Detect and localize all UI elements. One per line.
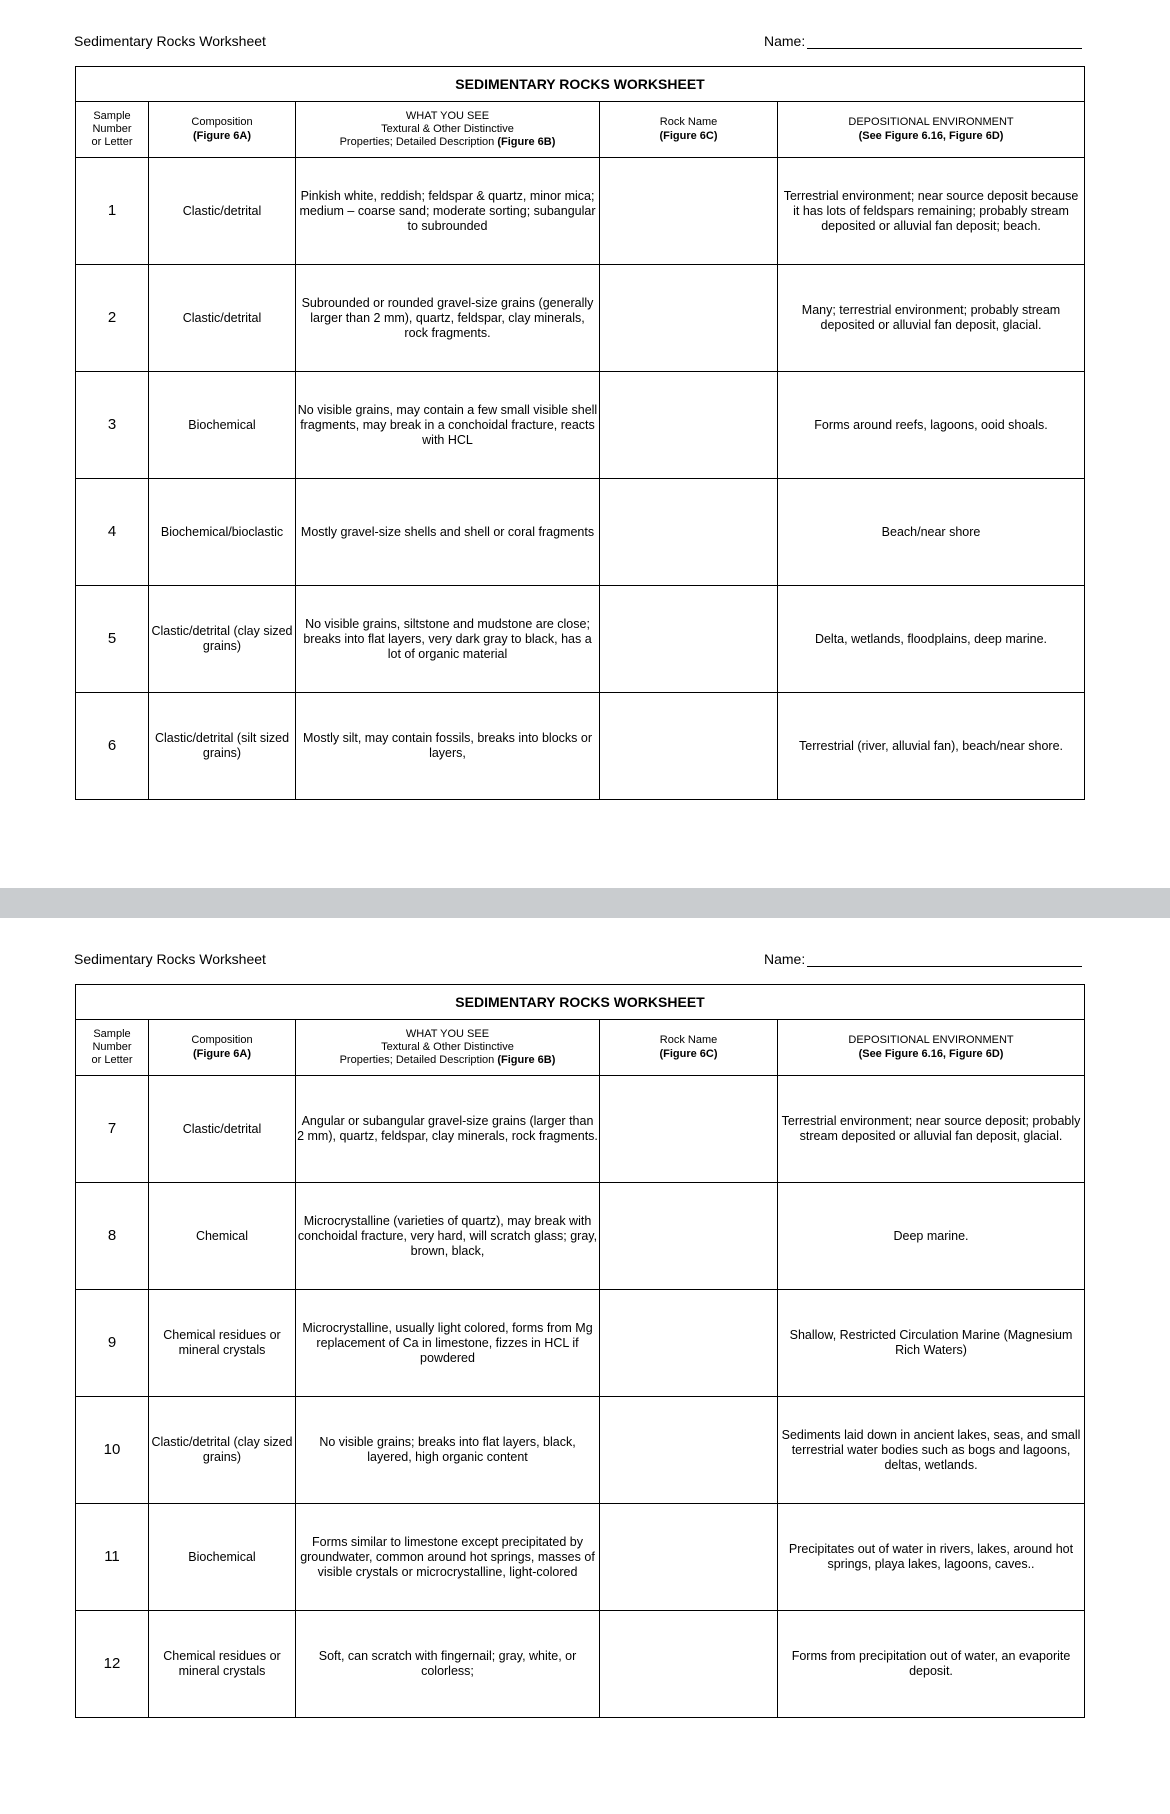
sample-number: 8 — [76, 1183, 149, 1290]
rock-name-cell[interactable] — [600, 1076, 778, 1183]
sample-number: 10 — [76, 1397, 149, 1504]
table-row — [76, 586, 1085, 693]
sample-number: 1 — [76, 158, 149, 265]
rock-name-cell[interactable] — [600, 693, 778, 800]
description-cell: Angular or subangular gravel-size grains (larger than 2 mm), quartz, feldspar, clay minerals, rock fragments. — [296, 1076, 600, 1183]
header-sample: Sample Number or Letter — [76, 102, 149, 158]
table-row — [76, 693, 1085, 800]
table-row — [76, 372, 1085, 479]
environment-cell: Terrestrial environment; near source deposit; probably stream deposited or alluvial fan deposit, glacial. — [778, 1076, 1085, 1183]
header-rock-name: Rock Name (Figure 6C) — [600, 102, 778, 158]
description-cell: No visible grains; breaks into flat layers, black, layered, high organic content — [296, 1397, 600, 1504]
composition-cell: Biochemical — [149, 1504, 296, 1611]
name-line[interactable] — [807, 951, 1082, 967]
rock-name-cell[interactable] — [600, 158, 778, 265]
environment-cell: Precipitates out of water in rivers, lakes, around hot springs, playa lakes, lagoons, caves.. — [778, 1504, 1085, 1611]
table-row — [76, 1397, 1085, 1504]
description-cell: Microcrystalline, usually light colored, forms from Mg replacement of Ca in limestone, fizzes in HCL if powdered — [296, 1290, 600, 1397]
sample-number: 6 — [76, 693, 149, 800]
environment-cell: Delta, wetlands, floodplains, deep marine. — [778, 586, 1085, 693]
rock-name-cell[interactable] — [600, 479, 778, 586]
composition-cell: Chemical — [149, 1183, 296, 1290]
composition-cell: Chemical residues or mineral crystals — [149, 1611, 296, 1718]
composition-cell: Clastic/detrital — [149, 265, 296, 372]
table-row — [76, 1504, 1085, 1611]
name-label: Name: — [764, 951, 806, 967]
rock-name-cell[interactable] — [600, 372, 778, 479]
environment-cell: Sediments laid down in ancient lakes, seas, and small terrestrial water bodies such as bogs and lagoons, deltas, wetlands. — [778, 1397, 1085, 1504]
environment-cell: Terrestrial (river, alluvial fan), beach/near shore. — [778, 693, 1085, 800]
table-row — [76, 479, 1085, 586]
rock-name-cell[interactable] — [600, 1183, 778, 1290]
composition-cell: Biochemical — [149, 372, 296, 479]
sample-number: 12 — [76, 1611, 149, 1718]
header-description: WHAT YOU SEE Textural & Other Distinctive Properties; Detailed Description (Figure 6B) — [296, 1020, 600, 1076]
name-field[interactable] — [764, 33, 1082, 49]
table-title: SEDIMENTARY ROCKS WORKSHEET — [76, 67, 1085, 102]
description-cell: Pinkish white, reddish; feldspar & quartz, minor mica; medium – coarse sand; moderate sorting; subangular to subrounded — [296, 158, 600, 265]
rock-name-cell[interactable] — [600, 586, 778, 693]
description-cell: Mostly gravel-size shells and shell or coral fragments — [296, 479, 600, 586]
table-row — [76, 1076, 1085, 1183]
worksheet-table — [75, 66, 1085, 800]
environment-cell: Deep marine. — [778, 1183, 1085, 1290]
sample-number: 7 — [76, 1076, 149, 1183]
description-cell: Microcrystalline (varieties of quartz), may break with conchoidal fracture, very hard, will scratch glass; gray, brown, black, — [296, 1183, 600, 1290]
sample-number: 3 — [76, 372, 149, 479]
worksheet-page-1 — [0, 0, 1170, 888]
composition-cell: Clastic/detrital — [149, 158, 296, 265]
sample-number: 9 — [76, 1290, 149, 1397]
composition-cell: Clastic/detrital — [149, 1076, 296, 1183]
name-label: Name: — [764, 33, 806, 49]
worksheet-header-title: Sedimentary Rocks Worksheet — [74, 33, 266, 49]
environment-cell: Forms around reefs, lagoons, ooid shoals. — [778, 372, 1085, 479]
description-cell: Soft, can scratch with fingernail; gray, white, or colorless; — [296, 1611, 600, 1718]
worksheet-page-2 — [0, 918, 1170, 1814]
table-row — [76, 1611, 1085, 1718]
table-row — [76, 265, 1085, 372]
sample-number: 11 — [76, 1504, 149, 1611]
table-row — [76, 1290, 1085, 1397]
column-headers — [76, 102, 1085, 158]
description-cell: No visible grains, siltstone and mudstone are close; breaks into flat layers, very dark gray to black, has a lot of organic material — [296, 586, 600, 693]
page-separator — [0, 888, 1170, 918]
header-environment: DEPOSITIONAL ENVIRONMENT (See Figure 6.16, Figure 6D) — [778, 102, 1085, 158]
table-row — [76, 1183, 1085, 1290]
header-composition: Composition (Figure 6A) — [149, 1020, 296, 1076]
sample-number: 4 — [76, 479, 149, 586]
table-title: SEDIMENTARY ROCKS WORKSHEET — [76, 985, 1085, 1020]
worksheet-table — [75, 984, 1085, 1718]
rock-name-cell[interactable] — [600, 1397, 778, 1504]
composition-cell: Clastic/detrital (clay sized grains) — [149, 1397, 296, 1504]
sample-number: 5 — [76, 586, 149, 693]
header-composition: Composition (Figure 6A) — [149, 102, 296, 158]
name-line[interactable] — [807, 33, 1082, 49]
composition-cell: Clastic/detrital (clay sized grains) — [149, 586, 296, 693]
environment-cell: Shallow, Restricted Circulation Marine (Magnesium Rich Waters) — [778, 1290, 1085, 1397]
description-cell: Forms similar to limestone except precipitated by groundwater, common around hot springs, masses of visible crystals or microcrystalline, light-colored — [296, 1504, 600, 1611]
column-headers — [76, 1020, 1085, 1076]
environment-cell: Beach/near shore — [778, 479, 1085, 586]
composition-cell: Chemical residues or mineral crystals — [149, 1290, 296, 1397]
environment-cell: Many; terrestrial environment; probably stream deposited or alluvial fan deposit, glacial. — [778, 265, 1085, 372]
header-sample: Sample Number or Letter — [76, 1020, 149, 1076]
environment-cell: Terrestrial environment; near source deposit because it has lots of feldspars remaining; probably stream deposited or alluvial fan deposit; beach. — [778, 158, 1085, 265]
table-row — [76, 158, 1085, 265]
composition-cell: Clastic/detrital (silt sized grains) — [149, 693, 296, 800]
header-description: WHAT YOU SEE Textural & Other Distinctive Properties; Detailed Description (Figure 6B) — [296, 102, 600, 158]
header-rock-name: Rock Name (Figure 6C) — [600, 1020, 778, 1076]
sample-number: 2 — [76, 265, 149, 372]
description-cell: No visible grains, may contain a few small visible shell fragments, may break in a conchoidal fracture, reacts with HCL — [296, 372, 600, 479]
rock-name-cell[interactable] — [600, 265, 778, 372]
rock-name-cell[interactable] — [600, 1611, 778, 1718]
description-cell: Mostly silt, may contain fossils, breaks into blocks or layers, — [296, 693, 600, 800]
worksheet-header-title: Sedimentary Rocks Worksheet — [74, 951, 266, 967]
composition-cell: Biochemical/bioclastic — [149, 479, 296, 586]
name-field[interactable] — [764, 951, 1082, 967]
header-environment: DEPOSITIONAL ENVIRONMENT (See Figure 6.16, Figure 6D) — [778, 1020, 1085, 1076]
rock-name-cell[interactable] — [600, 1504, 778, 1611]
environment-cell: Forms from precipitation out of water, an evaporite deposit. — [778, 1611, 1085, 1718]
rock-name-cell[interactable] — [600, 1290, 778, 1397]
description-cell: Subrounded or rounded gravel-size grains (generally larger than 2 mm), quartz, feldspar, clay minerals, rock fragments. — [296, 265, 600, 372]
